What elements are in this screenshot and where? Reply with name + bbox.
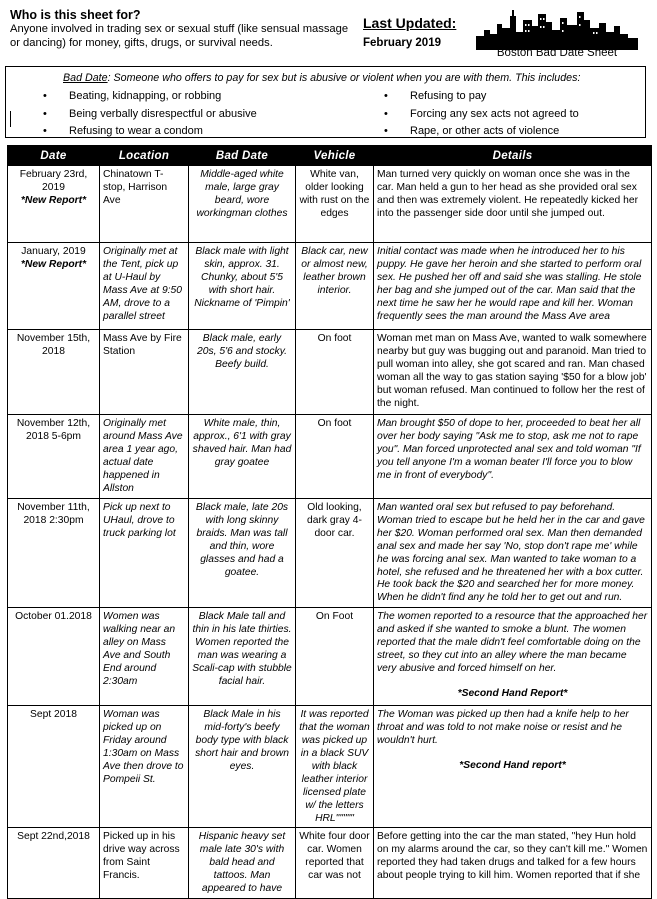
- details-cell: Initial contact was made when he introduced her to his puppy. He gave her heroin and she started to perform oral sex. He pushed her off and said she was stalling. He stole her bag and she jumped out of the car. Man said that the next time he saw her he would rape and kill her. Woman frequently sees the man around the Mass Ave area: [374, 243, 652, 330]
- bullet-icon: •: [43, 107, 47, 120]
- bad-date-definition-box: [5, 66, 646, 138]
- description-cell: Middle-aged white male, large gray beard, wore workingman clothes: [189, 166, 296, 243]
- bullet-icon: •: [43, 125, 47, 137]
- vehicle-cell: On Foot: [296, 608, 374, 706]
- location-cell: Picked up in his drive way across from Saint Francis.: [100, 828, 189, 899]
- date-cell: October 01.2018: [8, 608, 100, 706]
- audience-text: Anyone involved in trading sex or sexual stuff (like sensual massage or dancing) for money, gifts, drugs, or survival needs.: [10, 23, 349, 49]
- details-cell: Man brought $50 of dope to her, proceeded to beat her all over her body saying "Ask me to stop, ask me not to rape you". Man forced unprotected anal sex and told woman "If you tell anyone I'm a woman beater I'll force you to blow me in front of everybody".: [374, 415, 652, 499]
- audience-title: Who is this sheet for?: [10, 8, 141, 22]
- definition-line: [63, 72, 580, 84]
- column-header-location: Location: [100, 146, 189, 166]
- definition-text: : Someone who offers to pay for sex but is abusive or violent when you are with them. This includes:: [107, 72, 581, 84]
- column-header-vehicle: Vehicle: [296, 146, 374, 166]
- date-cell: November 12th, 2018 5-6pm: [8, 415, 100, 499]
- vehicle-cell: It was reported that the woman was picked up in a black SUV with black leather interior licensed plate w/ the letters HRL""""": [296, 706, 374, 828]
- text-cursor: [10, 111, 11, 127]
- vehicle-cell: Black car, new or almost new, leather brown interior.: [296, 243, 374, 330]
- definition-list-left: [43, 88, 257, 141]
- definition-item: • Forcing any sex acts not agreed to: [384, 106, 579, 124]
- second-hand-report-note: *Second Hand report*: [459, 759, 566, 771]
- description-cell: Black Male tall and thin in his late thirties. Women reported the man was wearing a Scali-cap with stubble facial hair.: [189, 608, 296, 706]
- table-row: [8, 499, 652, 608]
- table-header-row: [8, 146, 652, 166]
- vehicle-cell: White van, older looking with rust on the edges: [296, 166, 374, 243]
- description-cell: Black male with light skin, approx. 31. Chunky, about 5'5 with short hair. Nickname of 'Pimpin': [189, 243, 296, 330]
- table-row: [8, 415, 652, 499]
- column-header-bad-date: Bad Date: [189, 146, 296, 166]
- boston-skyline-logo: [476, 6, 638, 62]
- definition-item: • Refusing to pay: [384, 88, 579, 106]
- audience-section: [10, 8, 350, 50]
- logo-title: Boston Bad Date Sheet: [496, 47, 618, 59]
- location-cell: Originally met at the Tent, pick up at U-Haul by Mass Ave at 9:50 AM, drove to a parallel street: [100, 243, 189, 330]
- definition-item: • Beating, kidnapping, or robbing: [43, 88, 257, 106]
- description-cell: White male, thin, approx., 6'1 with gray shaved hair. Man had gray goatee: [189, 415, 296, 499]
- details-cell: The Woman was picked up then had a knife help to her throat and was told to not make noise or resist and he wouldn't hurt. *Second Hand report*: [374, 706, 652, 828]
- header: [0, 0, 657, 62]
- table-row: [8, 706, 652, 828]
- new-report-badge: *New Report*: [20, 258, 87, 270]
- skyline-icon: [476, 6, 638, 50]
- location-cell: Originally met around Mass Ave area 1 year ago, actual date happened in Allston: [100, 415, 189, 499]
- bullet-icon: •: [43, 90, 47, 102]
- description-cell: Black male, late 20s with long skinny braids. Man was tall and thin, wore glasses and had a goatee.: [189, 499, 296, 608]
- table-row: [8, 608, 652, 706]
- date-cell: November 11th, 2018 2:30pm: [8, 499, 100, 608]
- location-cell: Mass Ave by Fire Station: [100, 330, 189, 415]
- bullet-icon: •: [384, 125, 388, 137]
- details-cell: Man turned very quickly on woman once she was in the car. Man held a gun to her head as she provided oral sex and then was extremely violent. He repeatedly kicked her into the passenger side door until she jumped out.: [374, 166, 652, 243]
- second-hand-report-note: *Second Hand Report*: [457, 687, 568, 699]
- table-row: [8, 166, 652, 243]
- table-row: [8, 330, 652, 415]
- location-cell: Chinatown T-stop, Harrison Ave: [100, 166, 189, 243]
- column-header-details: Details: [374, 146, 652, 166]
- location-cell: Women was walking near an alley on Mass Ave and South End around 2:30am: [100, 608, 189, 706]
- last-updated: [363, 14, 473, 50]
- last-updated-label: Last Updated:: [363, 15, 457, 31]
- description-cell: Hispanic heavy set male late 30's with bald head and tattoos. Man appeared to have: [189, 828, 296, 899]
- vehicle-cell: Old looking, dark gray 4-door car.: [296, 499, 374, 608]
- location-cell: Woman was picked up on Friday around 1:30am on Mass Ave then drove to Pompeii St.: [100, 706, 189, 828]
- description-cell: Black Male in his mid-forty's beefy body type with black short hair and brown eyes.: [189, 706, 296, 828]
- location-cell: Pick up next to UHaul, drove to truck parking lot: [100, 499, 189, 608]
- bullet-icon: •: [384, 107, 388, 120]
- date-cell: February 23rd, 2019 *New Report*: [8, 166, 100, 243]
- vehicle-cell: On foot: [296, 415, 374, 499]
- definition-term: Bad Date: [63, 72, 108, 84]
- vehicle-cell: On foot: [296, 330, 374, 415]
- details-cell: Man wanted oral sex but refused to pay beforehand. Woman tried to escape but he held her in the car and gave her $20. Woman performed oral sex. Man then demanded anal sex and made her say 'No, stop don't rape me' while he was forcing anal sex. Man wanted to take woman to a hotel, she refused and he threatened her with a box cutter. He took back the $20 and searched her for more money. When he didn't find any he told her to get out and run.: [374, 499, 652, 608]
- last-updated-date: February 2019: [363, 37, 441, 49]
- vehicle-cell: White four door car. Women reported that car was not: [296, 828, 374, 899]
- details-cell: Woman met man on Mass Ave, wanted to walk somewhere nearby but guy was bugging out and paranoid. Man tried to pull woman into alley, she got scared and ran. Man chased woman all the way to gas station saying '$50 for a blow job' but woman refused. Man continued to follow her the rest of the night.: [374, 330, 652, 415]
- description-cell: Black male, early 20s, 5'6 and stocky. Beefy build.: [189, 330, 296, 415]
- definition-item: • Rape, or other acts of violence: [384, 123, 579, 141]
- date-cell: November 15th, 2018: [8, 330, 100, 415]
- new-report-badge: *New Report*: [20, 194, 87, 206]
- date-cell: Sept 22nd,2018: [8, 828, 100, 899]
- details-cell: The women reported to a resource that the approached her and asked if she wanted to smoke a blunt. The women reported that the male didn't feel comfortable doing on the street, so they cut into an alley where the man became very abusive and forced himself on her. *Second Hand Report*: [374, 608, 652, 706]
- table-row: [8, 243, 652, 330]
- definition-item: • Refusing to wear a condom: [43, 123, 257, 141]
- date-cell: Sept 2018: [8, 706, 100, 828]
- details-cell: Before getting into the car the man stated, "hey Hun hold on my alarms around the car, so they can't kill me." Women reported they had taken drugs and talked for a few hours about people trying to kill him. Women reported that if she: [374, 828, 652, 899]
- definition-item: • Being verbally disrespectful or abusive: [43, 106, 257, 124]
- bad-date-reports-table: [7, 145, 652, 899]
- bullet-icon: •: [384, 90, 388, 102]
- date-cell: January, 2019 *New Report*: [8, 243, 100, 330]
- column-header-date: Date: [8, 146, 100, 166]
- definition-list-right: [384, 88, 579, 141]
- table-row: [8, 828, 652, 899]
